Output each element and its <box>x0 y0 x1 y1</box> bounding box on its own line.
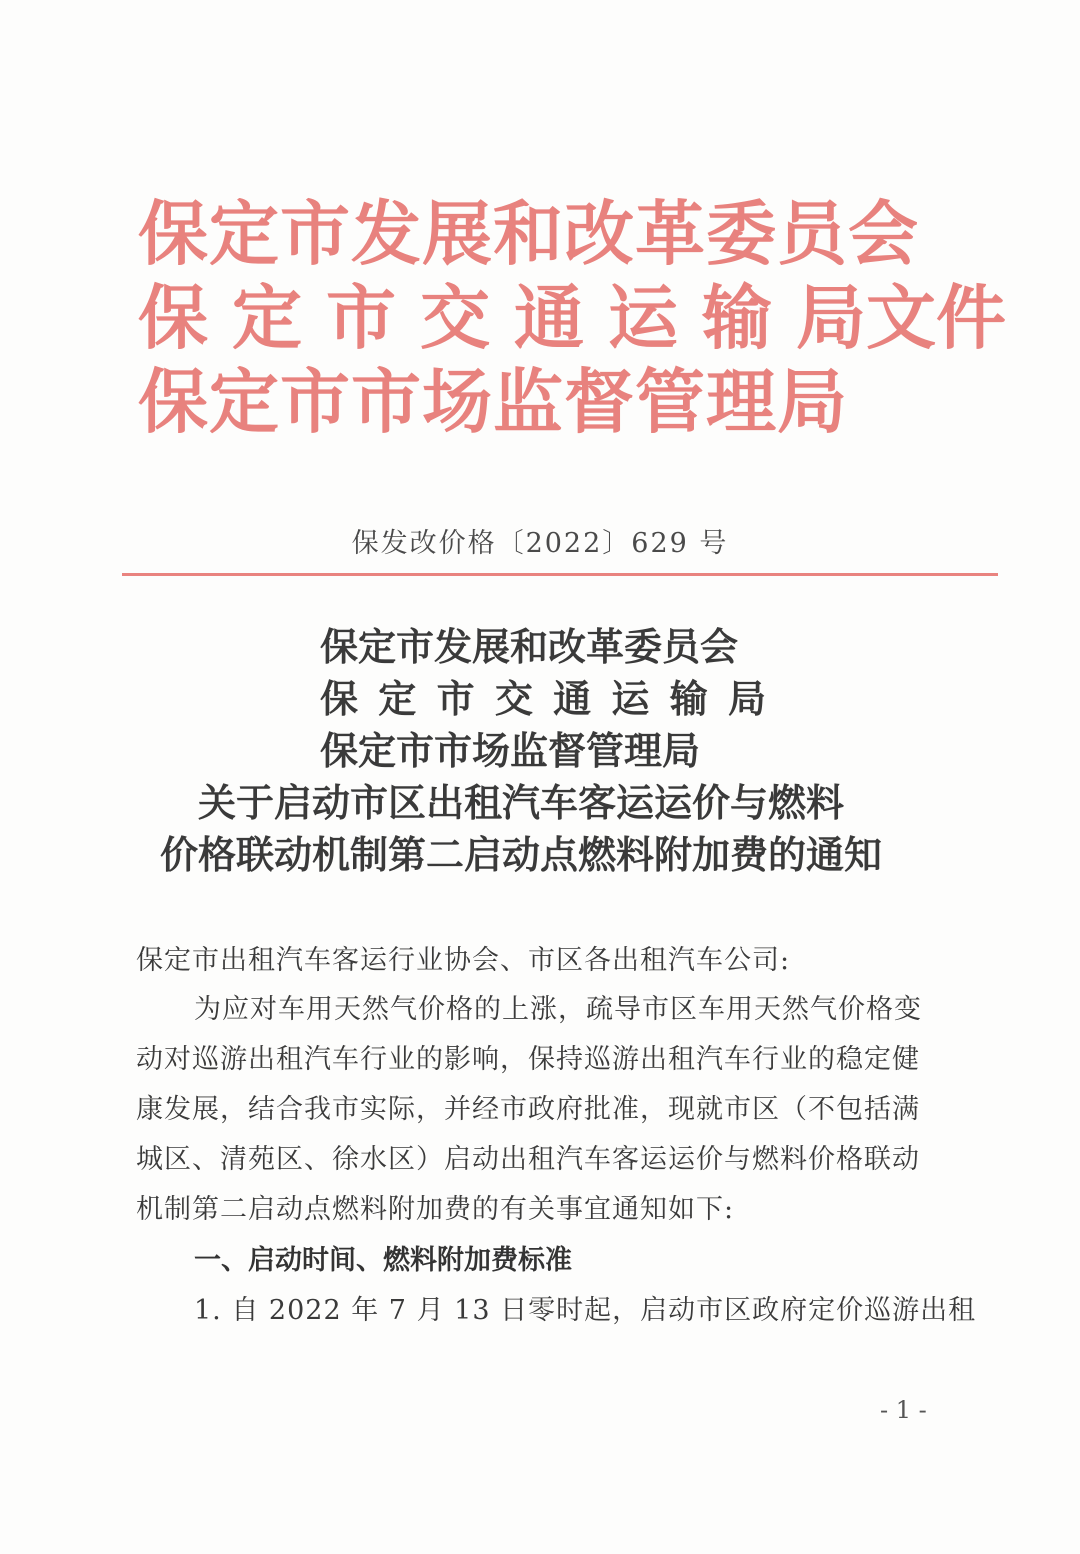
paragraph-line: 机制第二启动点燃料附加费的有关事宜通知如下: <box>136 1194 735 1225</box>
title-line-2-char: 交 <box>494 676 533 721</box>
title-line-2-char: 输 <box>669 676 708 721</box>
title-line-2-char: 市 <box>436 676 475 721</box>
paragraph-line: 城区、清苑区、徐水区）启动出租汽车客运运价与燃料价格联动 <box>136 1144 920 1175</box>
title-line-2-char: 定 <box>378 676 417 721</box>
page-number: - 1 - <box>880 1396 927 1424</box>
header-line-2-char: 定 <box>232 276 302 359</box>
title-line-2-char: 运 <box>611 676 650 721</box>
header-line-2-char: 市 <box>326 276 396 359</box>
red-divider-line <box>122 573 998 576</box>
header-line-2-char: 局文件 <box>796 276 1006 359</box>
section-heading: 一、启动时间、燃料附加费标准 <box>194 1245 572 1276</box>
title-line-1: 保定市发展和改革委员会 <box>320 624 739 669</box>
header-line-2-char: 通 <box>514 276 584 359</box>
title-line-3: 保定市市场监督管理局 <box>320 728 701 773</box>
document-number: 保发改价格〔2022〕629 号 <box>351 528 729 559</box>
title-line-5: 价格联动机制第二启动点燃料附加费的通知 <box>160 832 883 877</box>
title-line-4: 关于启动市区出租汽车客运运价与燃料 <box>198 780 845 825</box>
header-line-development-reform: 保定市发展和改革委员会 <box>138 192 919 275</box>
list-item: 1. 自 2022 年 7 月 13 日零时起，启动市区政府定价巡游出租 <box>194 1295 977 1326</box>
paragraph-line: 动对巡游出租汽车行业的影响，保持巡游出租汽车行业的稳定健 <box>136 1044 920 1075</box>
header-line-2-char: 交 <box>420 276 490 359</box>
paragraph-line: 康发展，结合我市实际，并经市政府批准，现就市区（不包括满 <box>136 1094 920 1125</box>
title-line-2-char: 通 <box>553 676 592 721</box>
paragraph-line: 为应对车用天然气价格的上涨，疏导市区车用天然气价格变 <box>194 994 922 1025</box>
title-line-2-char: 局 <box>727 676 766 721</box>
header-line-2-char: 输 <box>702 276 772 359</box>
header-line-transport-bureau-chars <box>138 276 1006 360</box>
title-line-2-char: 保 <box>320 676 359 721</box>
header-line-market-supervision: 保定市市场监督管理局 <box>138 360 848 443</box>
header-line-transport-bureau <box>138 276 1006 360</box>
title-line-2 <box>320 672 766 726</box>
salutation: 保定市出租汽车客运行业协会、市区各出租汽车公司: <box>136 945 791 976</box>
header-line-2-char: 运 <box>608 276 678 359</box>
header-line-2-char: 保 <box>138 276 208 359</box>
